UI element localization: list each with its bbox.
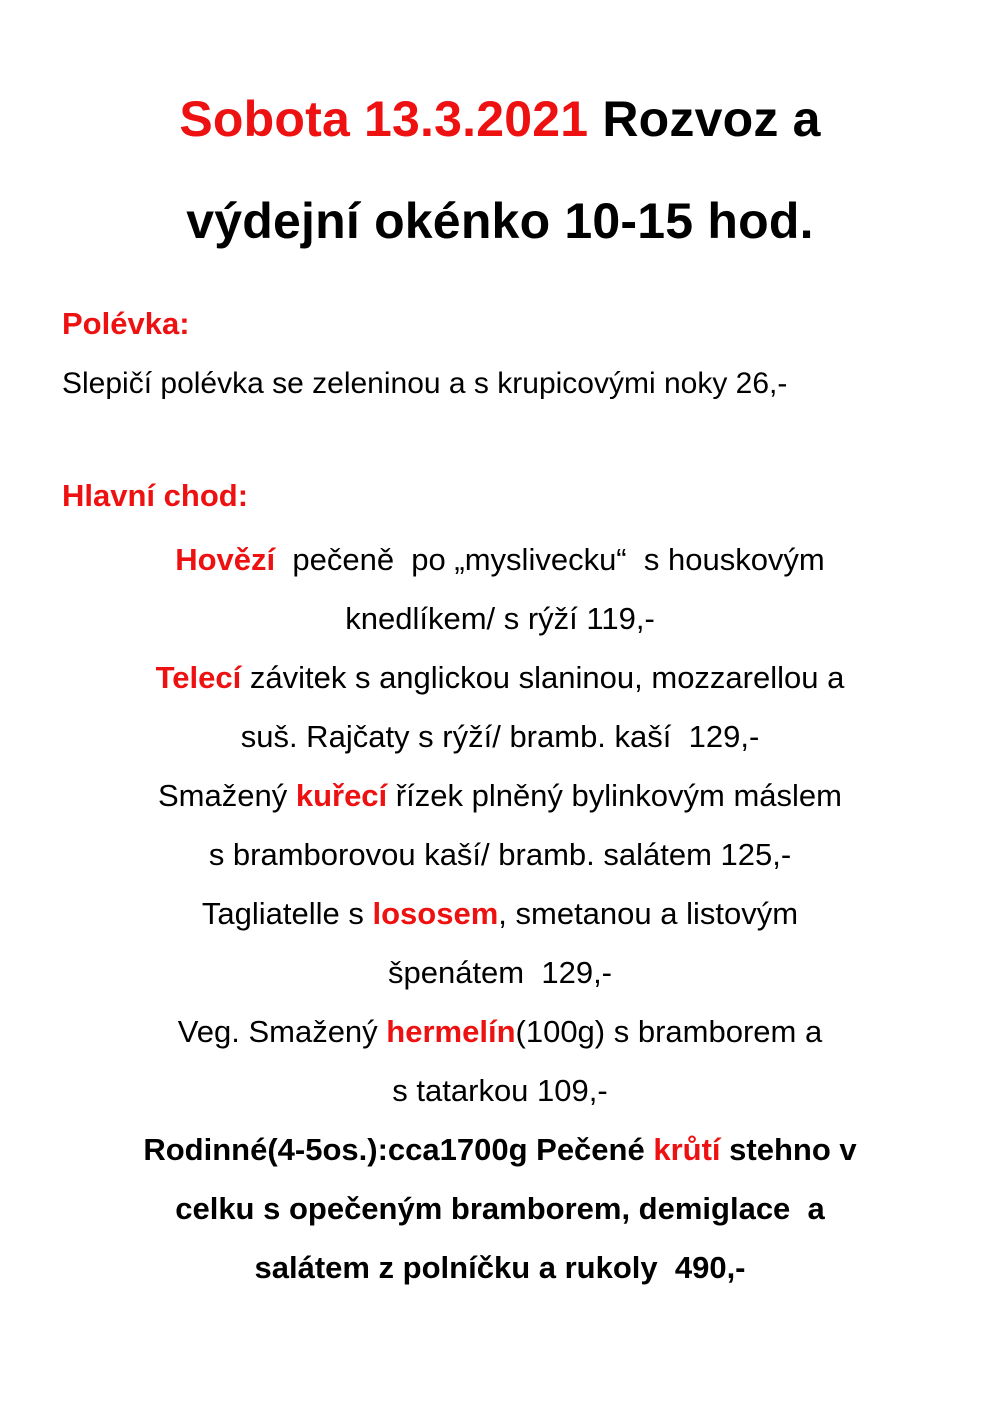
- menu-item-highlight: krůtí: [653, 1132, 721, 1167]
- menu-item-text: Smažený: [157, 778, 296, 813]
- menu-item-text: Rodinné(4-5os.):cca1700g Pečené: [143, 1132, 654, 1167]
- menu-item-beef-line-1: [0, 530, 1000, 589]
- menu-item-text: , smetanou a listovým: [498, 896, 799, 931]
- menu-item-highlight: kuřecí: [295, 778, 388, 813]
- menu-item-highlight: Telecí: [155, 660, 242, 695]
- menu-item-family-line-1: [0, 1120, 1000, 1179]
- menu-item-family-line-2: celku s opečeným bramborem, demiglace a: [175, 1191, 825, 1226]
- main-course-label: Hlavní chod:: [62, 478, 249, 513]
- menu-item-text: Veg. Smažený: [177, 1014, 387, 1049]
- menu-item-highlight: hermelín: [386, 1014, 516, 1049]
- menu-item-chicken-line-1: [0, 766, 1000, 825]
- menu-item-family-line-3: salátem z polníčku a rukoly 490,-: [254, 1250, 746, 1285]
- menu-item-chicken-line-2: s bramborovou kaší/ bramb. salátem 125,-: [208, 837, 792, 872]
- menu-item-text: Tagliatelle s: [201, 896, 373, 931]
- menu-item-cheese-line-1: [0, 1002, 1000, 1061]
- menu-item-text: stehno v: [720, 1132, 857, 1167]
- menu-item-veal-line-2: suš. Rajčaty s rýží/ bramb. kaší 129,-: [240, 719, 760, 754]
- menu-item-text: závitek s anglickou slaninou, mozzarellou a: [241, 660, 845, 695]
- soup-label: Polévka:: [62, 306, 190, 341]
- menu-item-beef-line-2: knedlíkem/ s rýží 119,-: [345, 601, 655, 636]
- menu-item-cheese-line-2: s tatarkou 109,-: [392, 1073, 608, 1108]
- menu-item-salmon-line-2: špenátem 129,-: [387, 955, 613, 990]
- title-line-2: výdejní okénko 10-15 hod.: [186, 193, 814, 249]
- menu-item-text: řízek plněný bylinkovým máslem: [387, 778, 842, 813]
- title-rest: Rozvoz a: [588, 91, 821, 147]
- title-date: Sobota 13.3.2021: [179, 91, 589, 147]
- soup-item: Slepičí polévka se zeleninou a s krupicovými noky 26,-: [62, 367, 788, 400]
- main-course-list: [0, 530, 1000, 1297]
- page-title: [0, 68, 1000, 272]
- title-line-1: [0, 68, 1000, 170]
- menu-item-text: (100g) s bramborem a: [515, 1014, 823, 1049]
- menu-item-text: pečeně po „myslivecku“ s houskovým: [275, 542, 825, 577]
- menu-item-veal-line-1: [0, 648, 1000, 707]
- menu-item-salmon-line-1: [0, 884, 1000, 943]
- menu-item-highlight: Hovězí: [175, 542, 276, 577]
- menu-item-highlight: lososem: [372, 896, 499, 931]
